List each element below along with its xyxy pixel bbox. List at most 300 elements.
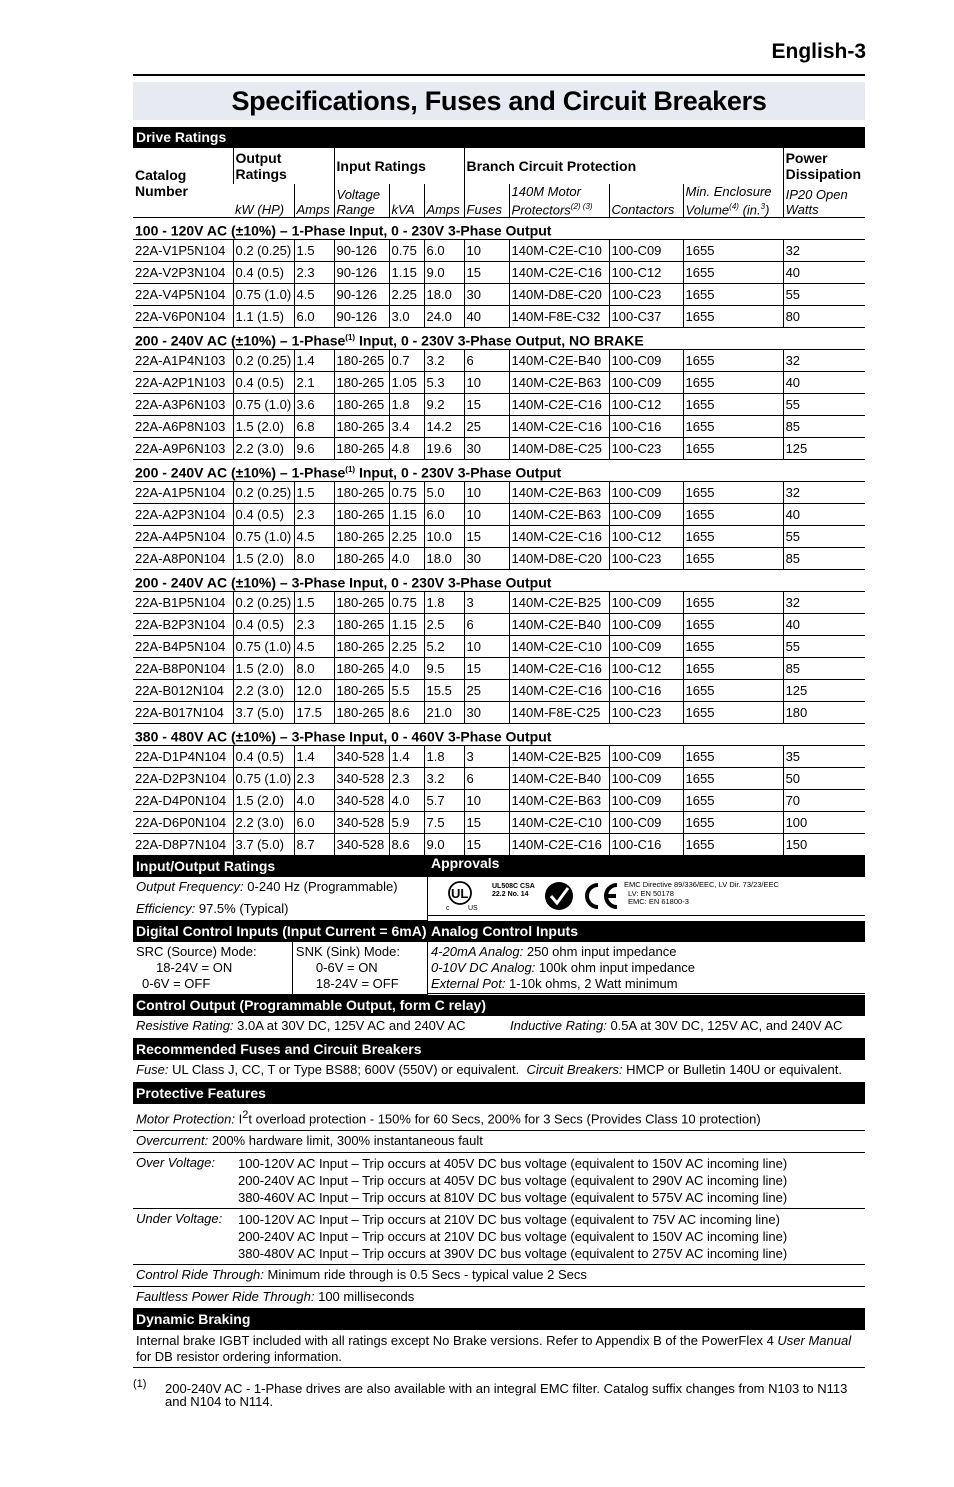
table-cell: 55 [783,636,865,658]
table-cell: 125 [783,680,865,702]
table-cell: 4.0 [389,658,424,680]
table-cell: 2.1 [294,372,334,394]
table-cell: 24.0 [424,306,464,328]
table-cell: 100-C23 [609,548,683,570]
over-voltage: Over Voltage: 100-120V AC Input – Trip occurs at 405V DC bus voltage (equivalent to 150V AC incoming line) 200-240V AC Input – Trip occurs at 405V DC bus voltage (equivalent to 290V AC incoming line) 380-460V AC Input – Trip occurs at 810V DC bus voltage (equivalent to 575V AC incoming line) [133,1153,865,1209]
table-cell: 22A-B8P0N104 [133,658,233,680]
table-cell: 10 [464,372,509,394]
table-cell: 22A-A2P3N104 [133,504,233,526]
table-cell: 1655 [683,680,783,702]
analog-010v: 0-10V DC Analog: 100k ohm input impedance [431,960,696,976]
table-cell: 140M-C2E-C16 [509,526,609,548]
table-cell: 1.5 (2.0) [233,548,294,570]
table-cell: 6 [464,768,509,790]
io-ratings-heading: Input/Output Ratings [133,856,427,877]
table-cell: 1655 [683,306,783,328]
table-cell: 22A-A1P5N104 [133,482,233,504]
table-cell: 19.6 [424,438,464,460]
table-cell: 30 [464,284,509,306]
table-cell: 10 [464,790,509,812]
table-cell: 0.75 (1.0) [233,284,294,306]
table-cell: 1655 [683,702,783,724]
table-cell: 25 [464,680,509,702]
under-voltage: Under Voltage: 100-120V AC Input – Trip occurs at 210V DC bus voltage (equivalent to 75V AC incoming line) 200-240V AC Input – Trip occurs at 210V DC bus voltage (equivalent to 150V AC incoming line) 380-480V AC Input – Trip occurs at 390V DC bus voltage (equivalent to 275V AC incoming line) [133,1209,865,1265]
table-cell: 6 [464,350,509,372]
group-header: 200 - 240V AC (±10%) – 1-Phase$^{(1)}$ Input, 0 - 230V 3-Phase Output, NO BRAKE [133,328,865,350]
table-row [133,526,865,548]
table-cell: 180-265 [334,372,389,394]
digital-inputs-block [133,921,427,995]
table-cell: 100-C09 [609,482,683,504]
table-row [133,284,865,306]
table-row [133,482,865,504]
table-cell: 180-265 [334,658,389,680]
table-cell: 6 [464,614,509,636]
table-cell: 32 [783,482,865,504]
col-output-ratings: Output Ratings [233,148,334,184]
approvals-block [427,856,865,921]
table-cell: 15 [464,394,509,416]
table-cell: 22A-A2P1N103 [133,372,233,394]
table-row [133,812,865,834]
table-cell: 1655 [683,526,783,548]
table-cell: 180-265 [334,526,389,548]
group-header-row [133,328,865,350]
control-output-heading: Control Output (Programmable Output, form C relay) [133,995,865,1016]
group-header: 200 - 240V AC (±10%) – 1-Phase$^{(1)}$ Input, 0 - 230V 3-Phase Output [133,460,865,482]
table-row [133,394,865,416]
col-motor-protectors: 140M Motor Protectors$^{(2) (3)}$ [509,184,609,218]
table-cell: 22A-A4P5N104 [133,526,233,548]
table-cell: 6.0 [424,240,464,262]
table-cell: 100-C09 [609,746,683,768]
table-cell: 85 [783,548,865,570]
footnote [133,1378,873,1408]
table-row [133,746,865,768]
table-cell: 2.25 [389,526,424,548]
table-cell: 2.2 (3.0) [233,680,294,702]
table-cell: 0.2 (0.25) [233,240,294,262]
table-cell: 9.5 [424,658,464,680]
table-cell: 100-C09 [609,768,683,790]
table-cell: 6.0 [424,504,464,526]
table-cell: 8.6 [389,702,424,724]
table-cell: 0.4 (0.5) [233,614,294,636]
table-row [133,592,865,614]
table-cell: 5.9 [389,812,424,834]
table-cell: 8.0 [294,658,334,680]
table-cell: 100-C37 [609,306,683,328]
table-cell: 100-C16 [609,416,683,438]
table-cell: 100-C09 [609,350,683,372]
table-cell: 4.5 [294,526,334,548]
table-row [133,768,865,790]
table-cell: 180-265 [334,614,389,636]
table-cell: 0.75 [389,592,424,614]
inductive-rating: Inductive Rating: 0.5A at 30V DC, 125V AC, and 240V AC [510,1018,843,1034]
table-cell: 2.3 [389,768,424,790]
col-catalog-number: Catalog Number [133,148,233,218]
table-cell: 10 [464,482,509,504]
col-kw-hp: kW (HP) [233,184,294,218]
analog-ext-pot: External Pot: 1-10k ohms, 2 Watt minimum [431,976,678,992]
table-cell: 1655 [683,812,783,834]
table-cell: 1.15 [389,262,424,284]
table-cell: 21.0 [424,702,464,724]
table-cell: 22A-A9P6N103 [133,438,233,460]
protective-heading: Protective Features [133,1083,865,1104]
table-cell: 180-265 [334,438,389,460]
table-cell: 140M-C2E-C16 [509,834,609,856]
table-cell: 140M-C2E-B25 [509,746,609,768]
efficiency: Efficiency: 97.5% (Typical) [133,899,427,921]
table-cell: 3.6 [294,394,334,416]
table-cell: 1655 [683,658,783,680]
table-cell: 100-C09 [609,812,683,834]
ul-approval-text: UL508C CSA 22.2 No. 14 [492,883,535,899]
table-cell: 90-126 [334,240,389,262]
table-cell: 1655 [683,746,783,768]
control-ride-through: Control Ride Through: Minimum ride through is 0.5 Secs - typical value 2 Secs [133,1265,865,1287]
table-cell: 1655 [683,262,783,284]
ul-mark-letters: UL [451,886,469,902]
approvals-heading: Approvals [428,856,865,877]
ce-e-icon [606,885,617,907]
table-cell: 22A-B1P5N104 [133,592,233,614]
col-min-enclosure-volume: Min. Enclosure Volume$^{(4)}$ (in.$^3$) [683,184,783,218]
table-cell: 30 [464,702,509,724]
table-cell: 3.2 [424,350,464,372]
table-cell: 1.5 [294,592,334,614]
table-cell: 1655 [683,834,783,856]
table-cell: 1655 [683,350,783,372]
table-row [133,658,865,680]
table-cell: 100-C12 [609,526,683,548]
dynamic-braking-text: Internal brake IGBT included with all ratings except No Brake versions. Refer to Appendix B of the PowerFlex 4 User Manual for DB resistor ordering information. [133,1330,865,1368]
table-cell: 15.5 [424,680,464,702]
table-cell: 5.7 [424,790,464,812]
col-input-amps: Amps [424,184,464,218]
table-cell: 8.0 [294,548,334,570]
table-cell: 3 [464,746,509,768]
src-mode: SRC (Source) Mode: 18-24V = ON 0-6V = OFF [136,944,257,992]
table-cell: 6.0 [294,306,334,328]
table-cell: 35 [783,746,865,768]
group-header-row [133,218,865,240]
table-cell: 140M-C2E-C16 [509,680,609,702]
table-cell: 1.8 [389,394,424,416]
table-cell: 1.5 (2.0) [233,416,294,438]
table-cell: 2.25 [389,284,424,306]
table-cell: 1.5 (2.0) [233,790,294,812]
table-cell: 1655 [683,482,783,504]
table-cell: 32 [783,240,865,262]
table-cell: 100-C12 [609,262,683,284]
table-cell: 140M-C2E-B63 [509,790,609,812]
table-cell: 9.0 [424,262,464,284]
table-cell: 22A-A6P8N103 [133,416,233,438]
table-cell: 0.75 (1.0) [233,636,294,658]
col-input-ratings: Input Ratings [334,148,464,184]
table-cell: 2.3 [294,768,334,790]
digital-inputs-heading: Digital Control Inputs (Input Current = 6mA) [133,921,427,942]
table-cell: 40 [783,504,865,526]
control-output-ratings: Resistive Rating: 3.0A at 30V DC, 125V AC and 240V AC Inductive Rating: 0.5A at 30V DC, 125V AC, and 240V AC [133,1016,865,1039]
io-approvals-section [133,856,865,921]
table-cell: 1655 [683,548,783,570]
table-cell: 32 [783,350,865,372]
table-cell: 100 [783,812,865,834]
drive-ratings-table [133,148,865,856]
table-cell: 140M-C2E-C10 [509,636,609,658]
table-cell: 9.6 [294,438,334,460]
table-cell: 0.75 [389,240,424,262]
table-cell: 70 [783,790,865,812]
ul-c: c [446,905,450,913]
table-row [133,636,865,658]
table-cell: 0.75 (1.0) [233,526,294,548]
table-cell: 180-265 [334,636,389,658]
table-cell: 1655 [683,416,783,438]
table-cell: 180-265 [334,504,389,526]
table-cell: 22A-D2P3N104 [133,768,233,790]
table-cell: 12.0 [294,680,334,702]
c-tick-mark-icon [545,882,573,910]
table-cell: 100-C23 [609,284,683,306]
table-row [133,416,865,438]
table-cell: 140M-C2E-C10 [509,812,609,834]
col-ip20-open-watts: IP20 Open Watts [783,184,865,218]
table-cell: 22A-B2P3N104 [133,614,233,636]
table-cell: 100-C23 [609,438,683,460]
table-cell: 140M-D8E-C20 [509,284,609,306]
table-cell: 4.0 [389,548,424,570]
col-kva: kVA [389,184,424,218]
table-cell: 6.8 [294,416,334,438]
table-cell: 40 [783,372,865,394]
group-header-row [133,724,865,746]
table-cell: 10 [464,504,509,526]
table-cell: 3.7 (5.0) [233,834,294,856]
table-cell: 140M-C2E-C16 [509,262,609,284]
table-cell: 100-C09 [609,636,683,658]
table-cell: 100-C09 [609,592,683,614]
table-cell: 5.2 [424,636,464,658]
table-cell: 4.5 [294,636,334,658]
table-cell: 90-126 [334,284,389,306]
table-cell: 1655 [683,284,783,306]
group-header: 100 - 120V AC (±10%) – 1-Phase Input, 0 - 230V 3-Phase Output [133,218,865,240]
table-cell: 1.4 [294,746,334,768]
analog-420ma: 4-20mA Analog: 250 ohm input impedance [431,944,677,960]
table-cell: 2.25 [389,636,424,658]
table-cell: 140M-C2E-B63 [509,504,609,526]
table-cell: 1.15 [389,504,424,526]
table-cell: 125 [783,438,865,460]
table-cell: 15 [464,658,509,680]
table-cell: 40 [464,306,509,328]
ov-lines: 100-120V AC Input – Trip occurs at 405V DC bus voltage (equivalent to 150V AC incoming line) 200-240V AC Input – Trip occurs at 405V DC bus voltage (equivalent to 290V AC incoming line) 380-460V AC Input – Trip occurs at 810V DC bus voltage (equivalent to 575V AC incoming line) [238,1156,788,1206]
table-cell: 1.5 (2.0) [233,658,294,680]
col-contactors: Contactors [609,184,683,218]
table-cell: 40 [783,262,865,284]
table-cell: 4.0 [294,790,334,812]
table-cell: 1.4 [389,746,424,768]
analog-inputs-heading: Analog Control Inputs [428,921,865,942]
table-cell: 1.5 [294,482,334,504]
table-cell: 0.75 [389,482,424,504]
table-cell: 2.5 [424,614,464,636]
table-row [133,504,865,526]
table-cell: 8.7 [294,834,334,856]
table-cell: 1655 [683,768,783,790]
table-cell: 180-265 [334,680,389,702]
table-cell: 180-265 [334,592,389,614]
table-row [133,262,865,284]
table-cell: 7.5 [424,812,464,834]
table-cell: 1.15 [389,614,424,636]
table-cell: 100-C09 [609,504,683,526]
table-cell: 32 [783,592,865,614]
table-cell: 140M-C2E-B40 [509,350,609,372]
col-branch-circuit-protection: Branch Circuit Protection [464,148,783,184]
fuses-heading: Recommended Fuses and Circuit Breakers [133,1039,865,1060]
table-cell: 340-528 [334,746,389,768]
footnote-mark: (1) [133,1378,147,1390]
table-row [133,834,865,856]
table-cell: 140M-F8E-C25 [509,702,609,724]
table-cell: 140M-C2E-B40 [509,768,609,790]
table-cell: 0.4 (0.5) [233,504,294,526]
top-rule [133,74,865,76]
table-cell: 140M-C2E-B63 [509,372,609,394]
table-cell: 5.5 [389,680,424,702]
table-cell: 22A-V6P0N104 [133,306,233,328]
ce-c-icon [587,885,598,907]
table-cell: 22A-D4P0N104 [133,790,233,812]
table-cell: 5.3 [424,372,464,394]
table-cell: 30 [464,548,509,570]
table-cell: 180-265 [334,482,389,504]
table-cell: 3.4 [389,416,424,438]
io-ratings-block [133,856,427,921]
table-cell: 22A-A1P4N103 [133,350,233,372]
table-cell: 3.0 [389,306,424,328]
analog-lines [428,942,865,994]
page-number: English-3 [771,40,866,63]
table-cell: 18.0 [424,284,464,306]
table-cell: 17.5 [294,702,334,724]
analog-inputs-block [427,921,865,995]
table-cell: 1.1 (1.5) [233,306,294,328]
table-cell: 1655 [683,394,783,416]
table-cell: 5.0 [424,482,464,504]
table-cell: 3 [464,592,509,614]
table-row [133,680,865,702]
table-cell: 2.3 [294,262,334,284]
table-cell: 0.75 (1.0) [233,394,294,416]
table-cell: 3.2 [424,768,464,790]
spec-sheet [133,127,865,1368]
table-cell: 22A-B017N104 [133,702,233,724]
table-cell: 55 [783,394,865,416]
table-cell: 2.3 [294,614,334,636]
table-cell: 340-528 [334,812,389,834]
group-header-row [133,460,865,482]
faultless-power-ride-through: Faultless Power Ride Through: 100 milliseconds [133,1287,865,1309]
table-row [133,614,865,636]
table-cell: 22A-D6P0N104 [133,812,233,834]
col-fuses: Fuses [464,184,509,218]
table-cell: 9.2 [424,394,464,416]
table-cell: 0.4 (0.5) [233,372,294,394]
table-cell: 340-528 [334,834,389,856]
table-cell: 140M-C2E-C16 [509,416,609,438]
table-cell: 22A-V4P5N104 [133,284,233,306]
table-cell: 85 [783,416,865,438]
group-header: 380 - 480V AC (±10%) – 3-Phase Input, 0 - 460V 3-Phase Output [133,724,865,746]
group-header: 200 - 240V AC (±10%) – 3-Phase Input, 0 - 230V 3-Phase Output [133,570,865,592]
table-cell: 1655 [683,504,783,526]
table-cell: 140M-C2E-C16 [509,658,609,680]
table-cell: 22A-B4P5N104 [133,636,233,658]
table-cell: 0.2 (0.25) [233,482,294,504]
table-cell: 55 [783,284,865,306]
table-cell: 2.2 (3.0) [233,438,294,460]
table-cell: 15 [464,812,509,834]
page-title: Specifications, Fuses and Circuit Breakers [133,82,865,120]
control-inputs-section [133,921,865,995]
table-cell: 22A-A8P0N104 [133,548,233,570]
table-cell: 140M-F8E-C32 [509,306,609,328]
approval-marks [428,877,865,916]
table-cell: 100-C09 [609,614,683,636]
table-cell: 1655 [683,636,783,658]
table-row [133,372,865,394]
table-cell: 55 [783,526,865,548]
digital-modes [133,942,427,995]
table-cell: 10 [464,636,509,658]
table-cell: 1655 [683,438,783,460]
ul-text-fo [492,883,544,913]
ul-us: US [468,905,478,913]
table-cell: 22A-A3P6N103 [133,394,233,416]
ce-directives: EMC Directive 89/336/EEC, LV Dir. 73/23/EEC LV: EN 50178 EMC: EN 61800-3 [624,880,779,907]
table-cell: 90-126 [334,262,389,284]
table-cell: 180-265 [334,548,389,570]
table-cell: 10 [464,240,509,262]
table-cell: 1655 [683,790,783,812]
table-cell: 10.0 [424,526,464,548]
table-cell: 80 [783,306,865,328]
table-cell: 100-C09 [609,240,683,262]
table-cell: 140M-C2E-B63 [509,482,609,504]
table-row [133,548,865,570]
table-row [133,240,865,262]
dynamic-braking-heading: Dynamic Braking [133,1309,865,1330]
table-cell: 50 [783,768,865,790]
table-cell: 85 [783,658,865,680]
col-power-dissipation: Power Dissipation [783,148,865,184]
table-cell: 15 [464,262,509,284]
table-cell: 22A-D8P7N104 [133,834,233,856]
table-cell: 180-265 [334,350,389,372]
table-cell: 15 [464,526,509,548]
table-cell: 6.0 [294,812,334,834]
table-cell: 4.8 [389,438,424,460]
table-cell: 180-265 [334,416,389,438]
table-cell: 22A-D1P4N104 [133,746,233,768]
